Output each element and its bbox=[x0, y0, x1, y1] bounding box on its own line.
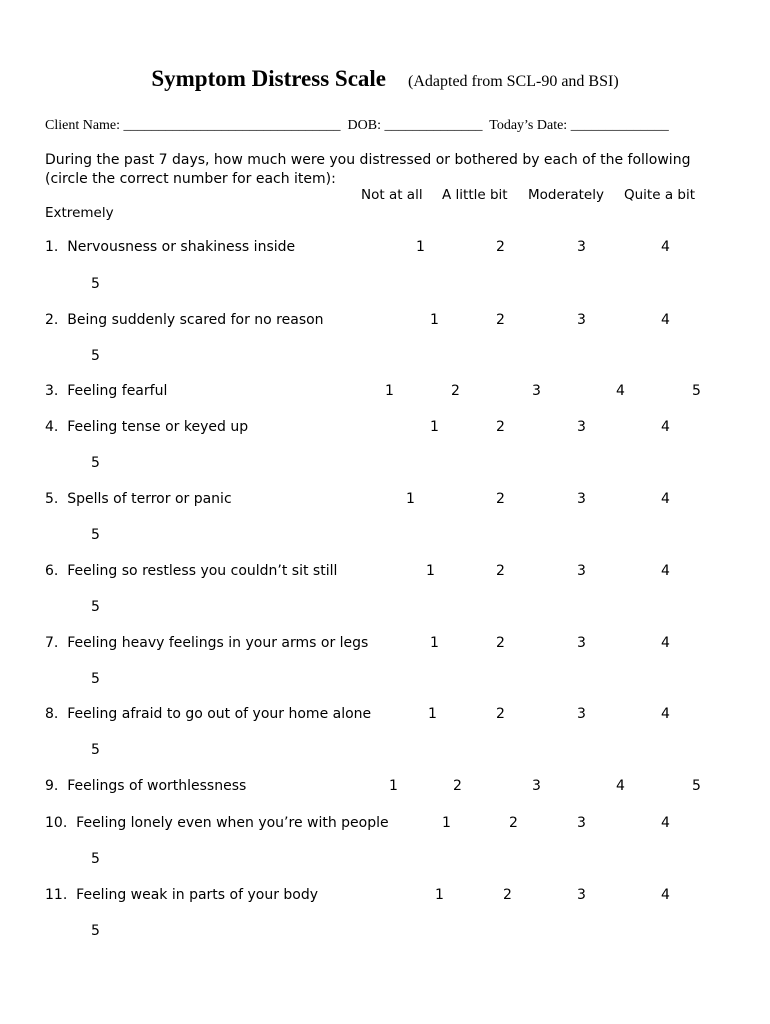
rating-option-2[interactable]: 2 bbox=[503, 887, 512, 903]
rating-option-4[interactable]: 4 bbox=[616, 383, 625, 399]
scale-label-moderately: Moderately bbox=[528, 187, 604, 203]
rating-option-4[interactable]: 4 bbox=[661, 706, 670, 722]
rating-option-2[interactable]: 2 bbox=[453, 778, 462, 794]
rating-option-5[interactable]: 5 bbox=[91, 276, 100, 292]
instructions: During the past 7 days, how much were you distressed or bothered by each of the following (circle the correct number for each item): bbox=[45, 152, 691, 187]
rating-option-4[interactable]: 4 bbox=[661, 563, 670, 579]
rating-option-4[interactable]: 4 bbox=[661, 635, 670, 651]
rating-option-3[interactable]: 3 bbox=[577, 706, 586, 722]
rating-option-3[interactable]: 3 bbox=[577, 563, 586, 579]
rating-option-4[interactable]: 4 bbox=[661, 239, 670, 255]
rating-option-5[interactable]: 5 bbox=[91, 923, 100, 939]
rating-option-5[interactable]: 5 bbox=[692, 778, 701, 794]
rating-option-1[interactable]: 1 bbox=[442, 815, 451, 831]
rating-option-4[interactable]: 4 bbox=[661, 419, 670, 435]
rating-option-2[interactable]: 2 bbox=[496, 419, 505, 435]
rating-option-3[interactable]: 3 bbox=[577, 491, 586, 507]
rating-option-3[interactable]: 3 bbox=[532, 778, 541, 794]
rating-option-1[interactable]: 1 bbox=[428, 706, 437, 722]
rating-option-1[interactable]: 1 bbox=[406, 491, 415, 507]
rating-option-5[interactable]: 5 bbox=[91, 348, 100, 364]
rating-option-3[interactable]: 3 bbox=[577, 312, 586, 328]
todays-date-field[interactable]: ______________ bbox=[570, 118, 669, 133]
rating-option-1[interactable]: 1 bbox=[385, 383, 394, 399]
item-label: 9. Feelings of worthlessness bbox=[45, 778, 247, 794]
item-label: 2. Being suddenly scared for no reason bbox=[45, 312, 324, 328]
client-name-label: Client Name: bbox=[45, 118, 121, 133]
rating-option-2[interactable]: 2 bbox=[451, 383, 460, 399]
item-label: 5. Spells of terror or panic bbox=[45, 491, 232, 507]
rating-option-3[interactable]: 3 bbox=[577, 419, 586, 435]
item-label: 3. Feeling fearful bbox=[45, 383, 168, 399]
rating-option-5[interactable]: 5 bbox=[91, 671, 100, 687]
rating-option-2[interactable]: 2 bbox=[496, 312, 505, 328]
dob-field[interactable]: ______________ bbox=[384, 118, 483, 133]
scale-label-not-at-all: Not at all bbox=[361, 187, 423, 203]
page-subtitle: (Adapted from SCL-90 and BSI) bbox=[408, 73, 619, 90]
rating-option-1[interactable]: 1 bbox=[430, 419, 439, 435]
rating-option-1[interactable]: 1 bbox=[389, 778, 398, 794]
rating-option-3[interactable]: 3 bbox=[532, 383, 541, 399]
rating-option-3[interactable]: 3 bbox=[577, 635, 586, 651]
rating-option-5[interactable]: 5 bbox=[91, 599, 100, 615]
rating-option-5[interactable]: 5 bbox=[91, 742, 100, 758]
client-info-row bbox=[45, 118, 669, 134]
scale-label-a-little-bit: A little bit bbox=[442, 187, 508, 203]
rating-option-4[interactable]: 4 bbox=[616, 778, 625, 794]
dob-label: DOB: bbox=[347, 118, 381, 133]
title-row bbox=[0, 66, 770, 92]
rating-option-4[interactable]: 4 bbox=[661, 491, 670, 507]
rating-option-5[interactable]: 5 bbox=[91, 527, 100, 543]
rating-option-1[interactable]: 1 bbox=[435, 887, 444, 903]
rating-option-1[interactable]: 1 bbox=[426, 563, 435, 579]
rating-option-1[interactable]: 1 bbox=[430, 312, 439, 328]
item-label: 8. Feeling afraid to go out of your home alone bbox=[45, 706, 372, 722]
rating-option-4[interactable]: 4 bbox=[661, 815, 670, 831]
page-title: Symptom Distress Scale bbox=[151, 66, 387, 91]
rating-option-2[interactable]: 2 bbox=[496, 635, 505, 651]
rating-option-2[interactable]: 2 bbox=[496, 563, 505, 579]
rating-option-3[interactable]: 3 bbox=[577, 887, 586, 903]
rating-option-2[interactable]: 2 bbox=[496, 706, 505, 722]
scale-label-extremely: Extremely bbox=[45, 205, 114, 221]
rating-option-3[interactable]: 3 bbox=[577, 815, 586, 831]
rating-option-1[interactable]: 1 bbox=[430, 635, 439, 651]
rating-option-1[interactable]: 1 bbox=[416, 239, 425, 255]
client-name-field[interactable]: _______________________________ bbox=[123, 118, 341, 133]
rating-option-4[interactable]: 4 bbox=[661, 887, 670, 903]
item-label: 4. Feeling tense or keyed up bbox=[45, 419, 249, 435]
item-label: 10. Feeling lonely even when you’re with people bbox=[45, 815, 389, 831]
item-label: 6. Feeling so restless you couldn’t sit still bbox=[45, 563, 338, 579]
rating-option-2[interactable]: 2 bbox=[496, 491, 505, 507]
rating-option-2[interactable]: 2 bbox=[496, 239, 505, 255]
rating-option-2[interactable]: 2 bbox=[509, 815, 518, 831]
todays-date-label: Today’s Date: bbox=[489, 118, 568, 133]
rating-option-3[interactable]: 3 bbox=[577, 239, 586, 255]
rating-option-4[interactable]: 4 bbox=[661, 312, 670, 328]
item-label: 7. Feeling heavy feelings in your arms or legs bbox=[45, 635, 369, 651]
scale-label-quite-a-bit: Quite a bit bbox=[624, 187, 696, 203]
item-label: 1. Nervousness or shakiness inside bbox=[45, 239, 296, 255]
rating-option-5[interactable]: 5 bbox=[91, 851, 100, 867]
rating-option-5[interactable]: 5 bbox=[692, 383, 701, 399]
item-label: 11. Feeling weak in parts of your body bbox=[45, 887, 319, 903]
rating-option-5[interactable]: 5 bbox=[91, 455, 100, 471]
